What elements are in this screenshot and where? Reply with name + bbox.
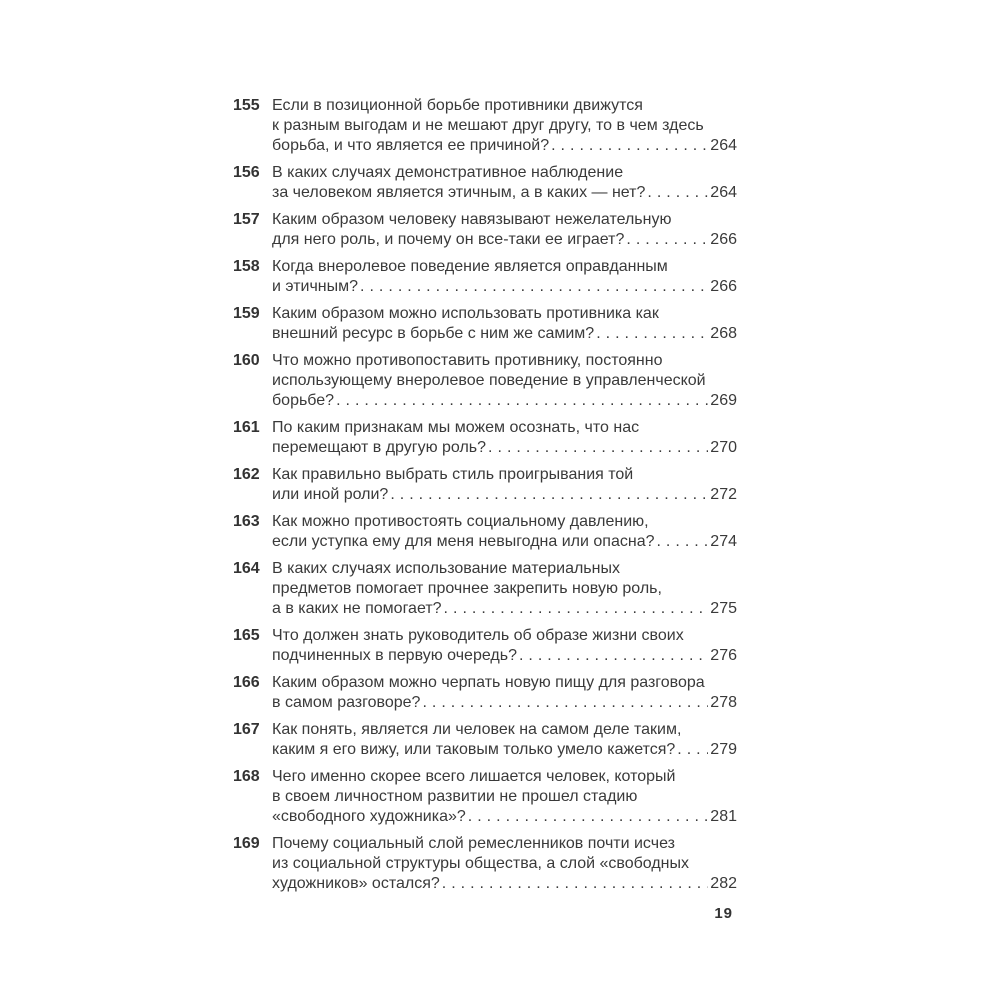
toc-item-number: 167: [233, 721, 260, 738]
toc-line: Что должен знать руководитель об образе жизни своих: [272, 627, 684, 644]
dot-leader: [488, 438, 708, 458]
dot-leader: [444, 599, 709, 619]
toc-item-page: 274: [710, 533, 737, 550]
toc-item: [233, 465, 737, 505]
toc-item-text: [272, 720, 737, 760]
dot-leader: [390, 485, 708, 505]
dot-leader: [647, 183, 708, 203]
dot-leader: [519, 646, 708, 666]
toc-item-text: [272, 834, 737, 894]
toc-line: Почему социальный слой ремесленников почти исчез: [272, 835, 675, 852]
toc-line: перемещают в другую роль?: [272, 439, 487, 456]
toc-item-page: 266: [710, 231, 737, 248]
toc-item: [233, 673, 737, 713]
toc-item-text: [272, 210, 737, 250]
toc-line: Каким образом можно черпать новую пищу для разговора: [272, 674, 705, 691]
toc-item: [233, 626, 737, 666]
toc-line: предметов помогает прочнее закрепить новую роль,: [272, 580, 662, 597]
toc-item-text: [272, 465, 737, 505]
toc-line: подчиненных в первую очередь?: [272, 647, 517, 664]
toc-item-number: 162: [233, 466, 260, 483]
toc-item-page: 264: [710, 184, 737, 201]
toc-item-number: 157: [233, 211, 260, 228]
toc-item-number: 168: [233, 768, 260, 785]
toc-item: [233, 559, 737, 619]
toc-item-text: [272, 512, 737, 552]
toc-item-number: 155: [233, 97, 260, 114]
toc-line: Каким образом человеку навязывают нежелательную: [272, 211, 672, 228]
toc-item-text: [272, 673, 737, 713]
toc-item: [233, 418, 737, 458]
dot-leader: [626, 230, 708, 250]
toc-item-page: 266: [710, 278, 737, 295]
toc-item: [233, 720, 737, 760]
toc-line: в самом разговоре?: [272, 694, 421, 711]
dot-leader: [596, 324, 708, 344]
toc-item: [233, 767, 737, 827]
toc-item-page: 269: [710, 392, 737, 409]
toc-line: из социальной структуры общества, а слой «свободных: [272, 855, 690, 872]
dot-leader: [656, 532, 708, 552]
toc-item: [233, 834, 737, 894]
toc-item-text: [272, 559, 737, 619]
dot-leader: [677, 740, 708, 760]
toc-item: [233, 304, 737, 344]
toc-line: если уступка ему для меня невыгодна или опасна?: [272, 533, 655, 550]
toc-item: [233, 210, 737, 250]
toc-line: в своем личностном развитии не прошел стадию: [272, 788, 638, 805]
toc-line: или иной роли?: [272, 486, 389, 503]
toc-item-number: 160: [233, 352, 260, 369]
toc-line: Как можно противостоять социальному давлению,: [272, 513, 649, 530]
toc-item-page: 281: [710, 808, 737, 825]
toc-item: [233, 96, 737, 156]
toc-line: Каким образом можно использовать противника как: [272, 305, 659, 322]
toc-line: Что можно противопоставить противнику, постоянно: [272, 352, 663, 369]
toc-item-page: 276: [710, 647, 737, 664]
toc-item-text: [272, 163, 737, 203]
toc-item-text: [272, 767, 737, 827]
toc-line: «свободного художника»?: [272, 808, 466, 825]
toc-item-number: 163: [233, 513, 260, 530]
toc-line: Если в позиционной борьбе противники движутся: [272, 97, 643, 114]
toc-line: и этичным?: [272, 278, 359, 295]
toc-item-page: 275: [710, 600, 737, 617]
toc-item-text: [272, 626, 737, 666]
dot-leader: [360, 277, 708, 297]
toc-line: внешний ресурс в борьбе с ним же самим?: [272, 325, 595, 342]
toc-item-number: 166: [233, 674, 260, 691]
toc-line: к разным выгодам и не мешают друг другу, то в чем здесь: [272, 117, 704, 134]
dot-leader: [422, 693, 708, 713]
toc-item-page: 279: [710, 741, 737, 758]
toc-line: художников» остался?: [272, 875, 440, 892]
toc-line: борьба, и что является ее причиной?: [272, 137, 550, 154]
page-number: 19: [714, 905, 733, 922]
toc-line: для него роль, и почему он все-таки ее играет?: [272, 231, 625, 248]
toc-list: [233, 96, 737, 901]
toc-item-number: 165: [233, 627, 260, 644]
toc-line: В каких случаях использование материальных: [272, 560, 620, 577]
toc-item-text: [272, 418, 737, 458]
toc-item: [233, 257, 737, 297]
dot-leader: [442, 874, 709, 894]
toc-item-number: 158: [233, 258, 260, 275]
toc-item-number: 161: [233, 419, 260, 436]
dot-leader: [468, 807, 709, 827]
dot-leader: [336, 391, 708, 411]
toc-item-number: 169: [233, 835, 260, 852]
toc-item-number: 159: [233, 305, 260, 322]
toc-line: а в каких не помогает?: [272, 600, 442, 617]
toc-line: В каких случаях демонстративное наблюдение: [272, 164, 624, 181]
toc-item-page: 264: [710, 137, 737, 154]
toc-line: Как понять, является ли человек на самом деле таким,: [272, 721, 682, 738]
toc-line: По каким признакам мы можем осознать, что нас: [272, 419, 640, 436]
toc-item: [233, 163, 737, 203]
toc-item: [233, 351, 737, 411]
toc-line: каким я его вижу, или таковым только умело кажется?: [272, 741, 676, 758]
toc-line: использующему внеролевое поведение в управленческой: [272, 372, 706, 389]
toc-item-page: 282: [710, 875, 737, 892]
toc-item-page: 272: [710, 486, 737, 503]
dot-leader: [551, 136, 708, 156]
toc-line: за человеком является этичным, а в каких — нет?: [272, 184, 646, 201]
toc-item: [233, 512, 737, 552]
toc-line: Как правильно выбрать стиль проигрывания той: [272, 466, 634, 483]
toc-item-page: 270: [710, 439, 737, 456]
toc-item-number: 164: [233, 560, 260, 577]
toc-line: Когда внеролевое поведение является оправданным: [272, 258, 668, 275]
toc-item-text: [272, 304, 737, 344]
toc-line: борьбе?: [272, 392, 335, 409]
toc-item-text: [272, 257, 737, 297]
toc-item-number: 156: [233, 164, 260, 181]
toc-item-text: [272, 351, 737, 411]
toc-item-page: 268: [710, 325, 737, 342]
toc-item-text: [272, 96, 737, 156]
toc-item-page: 278: [710, 694, 737, 711]
toc-line: Чего именно скорее всего лишается человек, который: [272, 768, 676, 785]
